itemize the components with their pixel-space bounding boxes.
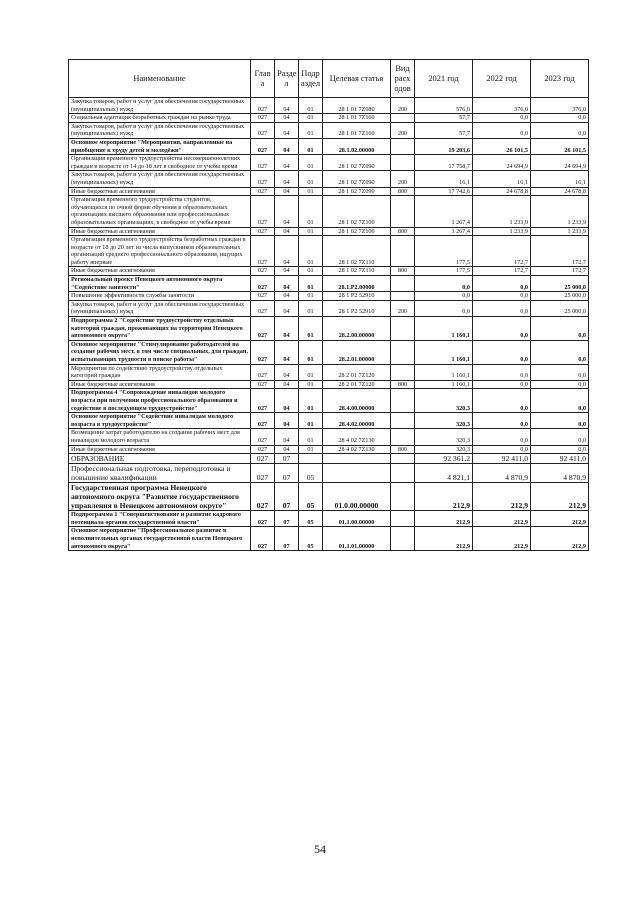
row-podrazdel: 01 bbox=[299, 300, 323, 316]
row-value-2022: 0,0 bbox=[473, 114, 531, 123]
row-value-2021: 177,5 bbox=[415, 267, 473, 276]
row-name: Возмещение затрат работодателю на создание рабочих мест для инвалидов молодого возраста bbox=[69, 429, 251, 445]
row-podrazdel: 01 bbox=[299, 445, 323, 454]
budget-table bbox=[68, 59, 589, 551]
row-podrazdel: 01 bbox=[299, 292, 323, 301]
row-razdel: 04 bbox=[275, 187, 299, 196]
row-value-2021: 19 203,6 bbox=[415, 138, 473, 154]
row-razdel: 07 bbox=[275, 527, 299, 551]
row-expense-type bbox=[391, 429, 415, 445]
row-target-article: 28 4 02 7Z130 bbox=[323, 445, 391, 454]
row-razdel: 04 bbox=[275, 196, 299, 227]
row-value-2023: 0,0 bbox=[531, 122, 589, 138]
row-value-2023: 25 000,0 bbox=[531, 300, 589, 316]
row-value-2023: 0,0 bbox=[531, 413, 589, 429]
table-row bbox=[69, 445, 589, 454]
table-row bbox=[69, 227, 589, 236]
row-name: Организация временного трудоустройства несовершеннолетних граждан в возрасте от 14 до 18 лет в свободное от учебы время bbox=[69, 155, 251, 171]
row-razdel: 07 bbox=[275, 511, 299, 527]
row-razdel: 04 bbox=[275, 292, 299, 301]
header-razdel: Разде л bbox=[275, 60, 299, 98]
row-podrazdel: 01 bbox=[299, 196, 323, 227]
row-value-2023: 0,0 bbox=[531, 380, 589, 389]
row-target-article: 28 1 01 7Z160 bbox=[323, 122, 391, 138]
row-value-2022: 24 678,8 bbox=[473, 187, 531, 196]
row-glava: 027 bbox=[251, 527, 275, 551]
row-razdel: 07 bbox=[275, 464, 299, 483]
row-value-2023: 0,0 bbox=[531, 340, 589, 364]
row-value-2023: 212,9 bbox=[531, 483, 589, 511]
row-value-2023: 0,0 bbox=[531, 389, 589, 413]
row-value-2021: 92 361,2 bbox=[415, 454, 473, 464]
row-expense-type bbox=[391, 292, 415, 301]
row-razdel: 04 bbox=[275, 413, 299, 429]
row-target-article: 28.1.P2.00000 bbox=[323, 276, 391, 292]
header-year-2021: 2021 год bbox=[415, 60, 473, 98]
row-glava: 027 bbox=[251, 236, 275, 267]
row-value-2022: 0,0 bbox=[473, 317, 531, 341]
table-row bbox=[69, 364, 589, 380]
table-row bbox=[69, 236, 589, 267]
table-row bbox=[69, 114, 589, 123]
row-name: Мероприятия по содействию трудоустройству отдельных категорий граждан bbox=[69, 364, 251, 380]
row-value-2022: 16,1 bbox=[473, 171, 531, 187]
row-target-article: 28.4.00.00000 bbox=[323, 389, 391, 413]
row-target-article: 28.4.02.00000 bbox=[323, 413, 391, 429]
row-name: Социальная адаптация безработных граждан на рынке труда bbox=[69, 114, 251, 123]
row-expense-type bbox=[391, 483, 415, 511]
row-glava: 027 bbox=[251, 187, 275, 196]
row-value-2022: 376,0 bbox=[473, 98, 531, 114]
row-target-article: 28 1 P2 52910 bbox=[323, 292, 391, 301]
table-row bbox=[69, 464, 589, 483]
row-value-2021: 1 160,1 bbox=[415, 364, 473, 380]
row-expense-type bbox=[391, 114, 415, 123]
row-razdel: 04 bbox=[275, 122, 299, 138]
row-value-2021: 0,0 bbox=[415, 276, 473, 292]
row-razdel: 04 bbox=[275, 155, 299, 171]
row-podrazdel: 01 bbox=[299, 236, 323, 267]
row-expense-type: 200 bbox=[391, 300, 415, 316]
row-name: Государственная программа Ненецкого автономного округа "Развитие государственного управления в Ненецком автономном округе" bbox=[69, 483, 251, 511]
row-target-article: 28.2.00.00000 bbox=[323, 317, 391, 341]
row-name: Подпрограмма 2 "Содействие трудоустройству отдельных категорий граждан, проживающих на территории Ненецкого автономного округа" bbox=[69, 317, 251, 341]
row-value-2021: 212,9 bbox=[415, 483, 473, 511]
row-value-2022: 0,0 bbox=[473, 300, 531, 316]
row-glava: 027 bbox=[251, 276, 275, 292]
header-name: Наименование bbox=[69, 60, 251, 98]
row-razdel: 07 bbox=[275, 454, 299, 464]
row-glava: 027 bbox=[251, 98, 275, 114]
row-value-2022: 0,0 bbox=[473, 429, 531, 445]
row-razdel: 04 bbox=[275, 389, 299, 413]
row-expense-type: 800 bbox=[391, 187, 415, 196]
row-glava: 027 bbox=[251, 364, 275, 380]
row-value-2022: 212,9 bbox=[473, 483, 531, 511]
row-name: Закупка товаров, работ и услуг для обеспечения государственных (муниципальных) нужд bbox=[69, 171, 251, 187]
table-row bbox=[69, 196, 589, 227]
row-glava: 027 bbox=[251, 340, 275, 364]
table-row bbox=[69, 155, 589, 171]
row-glava: 027 bbox=[251, 454, 275, 464]
row-value-2023: 92 411,0 bbox=[531, 454, 589, 464]
row-podrazdel: 01 bbox=[299, 171, 323, 187]
row-razdel: 04 bbox=[275, 276, 299, 292]
row-value-2022: 0,0 bbox=[473, 380, 531, 389]
row-name: Подпрограмма 4 "Сопровождение инвалидов молодого возраста при получении профессионального образования и содействие в последующем трудоустройстве" bbox=[69, 389, 251, 413]
row-target-article: 28.1.02.00000 bbox=[323, 138, 391, 154]
row-value-2022: 4 870,9 bbox=[473, 464, 531, 483]
row-razdel: 04 bbox=[275, 317, 299, 341]
row-name: Закупка товаров, работ и услуг для обеспечения государственных (муниципальных) нужд bbox=[69, 300, 251, 316]
row-glava: 027 bbox=[251, 483, 275, 511]
row-value-2022: 212,9 bbox=[473, 511, 531, 527]
row-value-2021: 320,3 bbox=[415, 389, 473, 413]
row-expense-type bbox=[391, 196, 415, 227]
row-razdel: 04 bbox=[275, 429, 299, 445]
row-glava: 027 bbox=[251, 114, 275, 123]
row-podrazdel: 01 bbox=[299, 155, 323, 171]
row-value-2021: 320,3 bbox=[415, 445, 473, 454]
row-glava: 027 bbox=[251, 380, 275, 389]
row-value-2022: 0,0 bbox=[473, 340, 531, 364]
row-glava: 027 bbox=[251, 511, 275, 527]
row-target-article: 28.2.01.00000 bbox=[323, 340, 391, 364]
row-value-2022: 0,0 bbox=[473, 276, 531, 292]
row-razdel: 04 bbox=[275, 364, 299, 380]
row-value-2022: 1 233,9 bbox=[473, 196, 531, 227]
row-value-2023: 1 233,9 bbox=[531, 196, 589, 227]
table-row bbox=[69, 171, 589, 187]
row-glava: 027 bbox=[251, 413, 275, 429]
row-expense-type: 200 bbox=[391, 98, 415, 114]
row-name: Иные бюджетные ассигнования bbox=[69, 227, 251, 236]
row-razdel: 04 bbox=[275, 138, 299, 154]
budget-table-page bbox=[68, 59, 588, 551]
row-value-2022: 0,0 bbox=[473, 122, 531, 138]
row-value-2023: 172,7 bbox=[531, 236, 589, 267]
row-name: Закупка товаров, работ и услуг для обеспечения государственных (муниципальных) нужд bbox=[69, 122, 251, 138]
row-value-2021: 16,1 bbox=[415, 171, 473, 187]
row-podrazdel: 01 bbox=[299, 98, 323, 114]
row-name: Региональный проект Ненецкого автономного округа "Содействие занятости" bbox=[69, 276, 251, 292]
row-value-2021: 57,7 bbox=[415, 114, 473, 123]
row-target-article bbox=[323, 464, 391, 483]
table-row bbox=[69, 267, 589, 276]
row-glava: 027 bbox=[251, 300, 275, 316]
row-value-2022: 0,0 bbox=[473, 413, 531, 429]
table-row bbox=[69, 389, 589, 413]
row-target-article bbox=[323, 454, 391, 464]
row-name: Профессиональная подготовка, переподготовка и повышение квалификации bbox=[69, 464, 251, 483]
row-value-2021: 576,0 bbox=[415, 98, 473, 114]
table-row bbox=[69, 340, 589, 364]
row-glava: 027 bbox=[251, 155, 275, 171]
row-value-2023: 1 233,9 bbox=[531, 227, 589, 236]
row-name: Иные бюджетные ассигнования bbox=[69, 267, 251, 276]
row-glava: 027 bbox=[251, 464, 275, 483]
row-razdel: 04 bbox=[275, 98, 299, 114]
row-target-article: 01.0.00.00000 bbox=[323, 483, 391, 511]
row-value-2021: 1 160,1 bbox=[415, 380, 473, 389]
row-glava: 027 bbox=[251, 138, 275, 154]
row-value-2023: 24 678,8 bbox=[531, 187, 589, 196]
row-razdel: 04 bbox=[275, 300, 299, 316]
row-value-2023: 4 870,9 bbox=[531, 464, 589, 483]
row-value-2023: 24 694,9 bbox=[531, 155, 589, 171]
row-name: Иные бюджетные ассигнования bbox=[69, 380, 251, 389]
row-value-2021: 1 267,4 bbox=[415, 196, 473, 227]
row-value-2023: 172,7 bbox=[531, 267, 589, 276]
row-target-article: 28 1 02 7Z090 bbox=[323, 155, 391, 171]
row-glava: 027 bbox=[251, 445, 275, 454]
row-expense-type bbox=[391, 511, 415, 527]
row-expense-type: 800 bbox=[391, 267, 415, 276]
table-body bbox=[69, 98, 589, 551]
row-expense-type: 800 bbox=[391, 445, 415, 454]
row-value-2021: 0,0 bbox=[415, 292, 473, 301]
header-glava: Глав а bbox=[251, 60, 275, 98]
row-name: Закупка товаров, работ и услуг для обеспечения государственных (муниципальных) нужд bbox=[69, 98, 251, 114]
row-value-2023: 25 000,0 bbox=[531, 276, 589, 292]
row-value-2023: 0,0 bbox=[531, 317, 589, 341]
header-expense-type: Вид расх одов bbox=[391, 60, 415, 98]
row-expense-type: 200 bbox=[391, 122, 415, 138]
row-value-2021: 1 160,1 bbox=[415, 317, 473, 341]
row-target-article: 28 1 02 7Z090 bbox=[323, 187, 391, 196]
table-row bbox=[69, 138, 589, 154]
row-podrazdel: 01 bbox=[299, 227, 323, 236]
row-value-2023: 376,0 bbox=[531, 98, 589, 114]
row-expense-type bbox=[391, 454, 415, 464]
row-value-2023: 0,0 bbox=[531, 364, 589, 380]
row-value-2022: 212,9 bbox=[473, 527, 531, 551]
row-glava: 027 bbox=[251, 389, 275, 413]
row-name: ОБРАЗОВАНИЕ bbox=[69, 454, 251, 464]
row-target-article: 01.1.00.00000 bbox=[323, 511, 391, 527]
row-glava: 027 bbox=[251, 171, 275, 187]
row-name: Повышение эффективности службы занятости bbox=[69, 292, 251, 301]
row-value-2021: 1 160,1 bbox=[415, 340, 473, 364]
row-value-2021: 212,9 bbox=[415, 527, 473, 551]
table-row bbox=[69, 300, 589, 316]
table-row bbox=[69, 413, 589, 429]
row-podrazdel: 01 bbox=[299, 340, 323, 364]
row-value-2023: 0,0 bbox=[531, 114, 589, 123]
header-podrazdel: Подр аздел bbox=[299, 60, 323, 98]
table-row bbox=[69, 98, 589, 114]
table-row bbox=[69, 454, 589, 464]
table-row bbox=[69, 122, 589, 138]
row-podrazdel bbox=[299, 454, 323, 464]
row-glava: 027 bbox=[251, 196, 275, 227]
row-target-article: 28 1 01 7Z160 bbox=[323, 114, 391, 123]
row-value-2021: 1 267,4 bbox=[415, 227, 473, 236]
row-name: Иные бюджетные ассигнования bbox=[69, 445, 251, 454]
row-podrazdel: 01 bbox=[299, 389, 323, 413]
header-year-2022: 2022 год bbox=[473, 60, 531, 98]
row-expense-type bbox=[391, 389, 415, 413]
row-target-article: 28 1 02 7Z110 bbox=[323, 236, 391, 267]
row-target-article: 28 4 02 7Z130 bbox=[323, 429, 391, 445]
row-name: Основное мероприятие "Стимулирование работодателей на создание рабочих мест, в том числе специальных, для граждан, испытывающих трудности в поиске работы" bbox=[69, 340, 251, 364]
row-target-article: 28 2 01 7Z120 bbox=[323, 364, 391, 380]
row-expense-type bbox=[391, 464, 415, 483]
table-row bbox=[69, 276, 589, 292]
row-podrazdel: 01 bbox=[299, 114, 323, 123]
row-podrazdel: 01 bbox=[299, 267, 323, 276]
row-podrazdel: 01 bbox=[299, 122, 323, 138]
row-glava: 027 bbox=[251, 429, 275, 445]
row-target-article: 28 1 P2 52910 bbox=[323, 300, 391, 316]
row-expense-type bbox=[391, 340, 415, 364]
row-value-2023: 16,1 bbox=[531, 171, 589, 187]
row-expense-type bbox=[391, 236, 415, 267]
row-podrazdel: 01 bbox=[299, 380, 323, 389]
row-value-2023: 212,9 bbox=[531, 511, 589, 527]
row-razdel: 04 bbox=[275, 171, 299, 187]
row-value-2023: 0,0 bbox=[531, 445, 589, 454]
row-name: Организация временного трудоустройства безработных граждан в возрасте от 18 до 20 лет из числа выпускников образовательных организаций среднего профессионального образования, ищущих работу впервые bbox=[69, 236, 251, 267]
row-expense-type bbox=[391, 276, 415, 292]
row-name: Основное мероприятие "Мероприятия, направленные на приобщение к труду детей и молодёжи" bbox=[69, 138, 251, 154]
row-glava: 027 bbox=[251, 292, 275, 301]
row-value-2021: 0,0 bbox=[415, 300, 473, 316]
row-value-2022: 24 694,9 bbox=[473, 155, 531, 171]
table-row bbox=[69, 527, 589, 551]
row-razdel: 04 bbox=[275, 380, 299, 389]
row-podrazdel: 05 bbox=[299, 511, 323, 527]
row-razdel: 04 bbox=[275, 236, 299, 267]
row-value-2021: 212,9 bbox=[415, 511, 473, 527]
row-glava: 027 bbox=[251, 267, 275, 276]
row-value-2023: 26 101,5 bbox=[531, 138, 589, 154]
row-target-article: 28 1 01 7Z080 bbox=[323, 98, 391, 114]
page-number: 54 bbox=[314, 842, 326, 856]
row-value-2021: 320,3 bbox=[415, 413, 473, 429]
row-value-2021: 320,3 bbox=[415, 429, 473, 445]
row-razdel: 07 bbox=[275, 483, 299, 511]
row-razdel: 04 bbox=[275, 227, 299, 236]
row-podrazdel: 01 bbox=[299, 413, 323, 429]
table-row bbox=[69, 380, 589, 389]
row-target-article: 28 2 01 7Z120 bbox=[323, 380, 391, 389]
row-glava: 027 bbox=[251, 122, 275, 138]
row-expense-type bbox=[391, 364, 415, 380]
row-target-article: 28 1 02 7Z090 bbox=[323, 171, 391, 187]
table-row bbox=[69, 187, 589, 196]
row-podrazdel: 05 bbox=[299, 464, 323, 483]
row-podrazdel: 01 bbox=[299, 317, 323, 341]
row-value-2022: 0,0 bbox=[473, 389, 531, 413]
row-glava: 027 bbox=[251, 317, 275, 341]
row-value-2023: 212,9 bbox=[531, 527, 589, 551]
row-expense-type bbox=[391, 138, 415, 154]
row-expense-type: 800 bbox=[391, 227, 415, 236]
row-value-2022: 0,0 bbox=[473, 364, 531, 380]
row-name: Иные бюджетные ассигнования bbox=[69, 187, 251, 196]
row-value-2021: 4 821,1 bbox=[415, 464, 473, 483]
row-name: Подпрограмма 1 "Совершенствование и развитие кадрового потенциала органов государственной власти" bbox=[69, 511, 251, 527]
row-value-2021: 177,5 bbox=[415, 236, 473, 267]
row-name: Основное мероприятие "Профессиональное развитие в исполнительных органах государственной власти Ненецкого автономного округа" bbox=[69, 527, 251, 551]
row-value-2022: 92 411,0 bbox=[473, 454, 531, 464]
row-value-2022: 0,0 bbox=[473, 292, 531, 301]
row-expense-type: 200 bbox=[391, 171, 415, 187]
table-row bbox=[69, 511, 589, 527]
row-value-2021: 57,7 bbox=[415, 122, 473, 138]
row-razdel: 04 bbox=[275, 267, 299, 276]
table-row bbox=[69, 483, 589, 511]
header-target-article: Целевая статья bbox=[323, 60, 391, 98]
row-target-article: 28 1 02 7Z100 bbox=[323, 227, 391, 236]
row-expense-type bbox=[391, 155, 415, 171]
row-razdel: 04 bbox=[275, 445, 299, 454]
row-target-article: 28 1 02 7Z110 bbox=[323, 267, 391, 276]
row-podrazdel: 01 bbox=[299, 429, 323, 445]
row-value-2023: 25 000,0 bbox=[531, 292, 589, 301]
row-podrazdel: 01 bbox=[299, 187, 323, 196]
row-value-2021: 17 742,6 bbox=[415, 187, 473, 196]
row-expense-type: 800 bbox=[391, 380, 415, 389]
row-expense-type bbox=[391, 413, 415, 429]
row-name: Организация временного трудоустройства студентов, обучающихся по очной форме обучения в образовательных организациях высшего образования или профессиональных образовательных организациях, в свободное от учебы время bbox=[69, 196, 251, 227]
row-expense-type bbox=[391, 527, 415, 551]
row-glava: 027 bbox=[251, 227, 275, 236]
row-podrazdel: 05 bbox=[299, 483, 323, 511]
row-razdel: 04 bbox=[275, 114, 299, 123]
row-podrazdel: 01 bbox=[299, 276, 323, 292]
row-podrazdel: 01 bbox=[299, 364, 323, 380]
row-podrazdel: 01 bbox=[299, 138, 323, 154]
header-year-2023: 2023 год bbox=[531, 60, 589, 98]
row-name: Основное мероприятие "Содействие инвалидам молодого возраста в трудоустройстве" bbox=[69, 413, 251, 429]
row-razdel: 04 bbox=[275, 340, 299, 364]
row-expense-type bbox=[391, 317, 415, 341]
row-value-2023: 0,0 bbox=[531, 429, 589, 445]
row-value-2022: 1 233,9 bbox=[473, 227, 531, 236]
row-value-2022: 0,0 bbox=[473, 445, 531, 454]
row-target-article: 28 1 02 7Z100 bbox=[323, 196, 391, 227]
table-row bbox=[69, 317, 589, 341]
row-value-2022: 172,7 bbox=[473, 267, 531, 276]
table-row bbox=[69, 429, 589, 445]
row-podrazdel: 05 bbox=[299, 527, 323, 551]
table-header-row bbox=[69, 60, 589, 98]
row-value-2022: 26 101,5 bbox=[473, 138, 531, 154]
table-row bbox=[69, 292, 589, 301]
row-value-2022: 172,7 bbox=[473, 236, 531, 267]
row-value-2021: 17 758,7 bbox=[415, 155, 473, 171]
row-target-article: 01.1.01.00000 bbox=[323, 527, 391, 551]
